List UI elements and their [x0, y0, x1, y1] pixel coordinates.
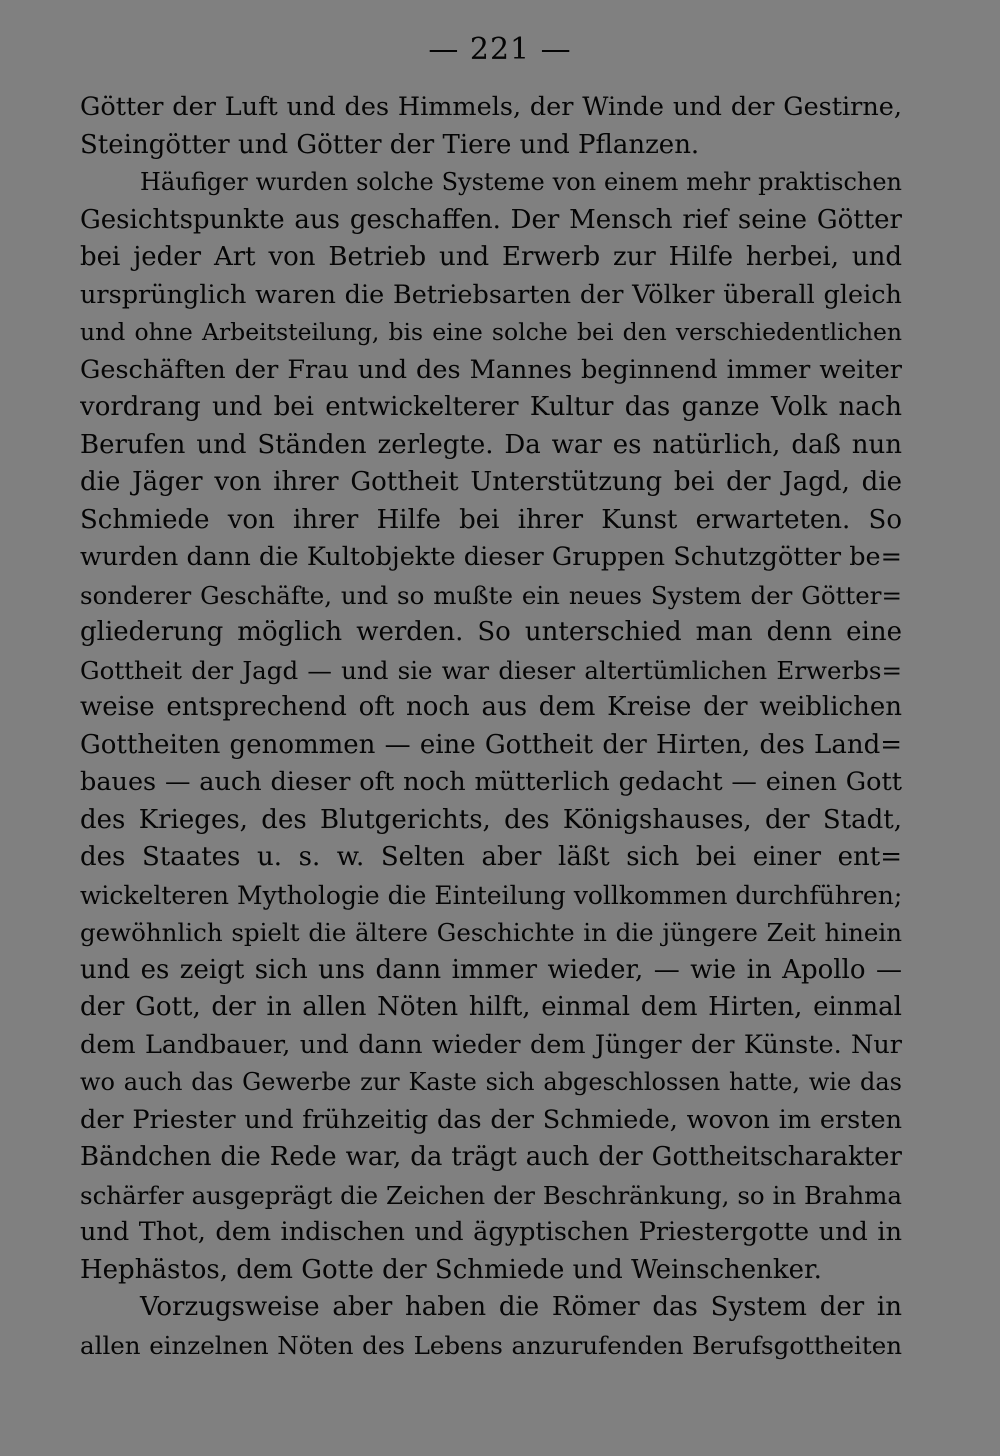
text-line: ursprünglich waren die Betriebsarten der Völker überall gleich	[80, 279, 902, 310]
text-line: sonderer Geschäfte, und so mußte ein neues System der Götter=	[80, 580, 902, 610]
text-line: vordrang und bei entwickelterer Kultur das ganze Volk nach	[80, 392, 902, 422]
text-line: Gesichtspunkte aus geschaffen. Der Mensch rief seine Götter	[80, 204, 902, 235]
text-line: Häufiger wurden solche Systeme von einem mehr praktischen	[140, 168, 902, 196]
text-line: des Staates u. s. w. Selten aber läßt sich bei einer ent=	[80, 842, 902, 872]
text-line: weise entsprechend oft noch aus dem Kreise der weiblichen	[80, 692, 902, 722]
text-line: des Krieges, des Blutgerichts, des Königshauses, der Stadt,	[80, 804, 902, 835]
text-line: Schmiede von ihrer Hilfe bei ihrer Kunst erwarteten. So	[80, 504, 902, 535]
text-line: Götter der Luft und des Himmels, der Winde und der Gestirne,	[80, 92, 902, 122]
text-line: Steingötter und Götter der Tiere und Pflanzen.	[80, 129, 700, 160]
text-line: Geschäften der Frau und des Mannes beginnend immer weiter	[80, 354, 902, 385]
text-line: der Gott, der in allen Nöten hilft, einmal dem Hirten, einmal	[80, 992, 902, 1022]
text-line: Hephästos, dem Gotte der Schmiede und Weinschenker.	[80, 1254, 822, 1285]
text-line: Gottheiten genommen — eine Gottheit der Hirten, des Land=	[80, 729, 902, 760]
text-line: Gottheit der Jagd — und sie war dieser altertümlichen Erwerbs=	[80, 655, 902, 685]
text-line: wickelteren Mythologie die Einteilung vollkommen durchführen;	[80, 880, 902, 910]
text-line: schärfer ausgeprägt die Zeichen der Beschränkung, so in Brahma	[80, 1180, 902, 1210]
page-number: — 221 —	[428, 32, 572, 67]
text-line: gewöhnlich spielt die ältere Geschichte in die jüngere Zeit hinein	[80, 918, 902, 947]
text-line: und es zeigt sich uns dann immer wieder, — wie in Apollo —	[80, 954, 902, 985]
text-line: und ohne Arbeitsteilung, bis eine solche bei den verschiedentlichen	[80, 318, 902, 346]
text-line: wo auch das Gewerbe zur Kaste sich abgeschlossen hatte, wie das	[80, 1068, 902, 1096]
text-line: allen einzelnen Nöten des Lebens anzurufenden Berufsgottheiten	[80, 1330, 902, 1360]
text-line: die Jäger von ihrer Gottheit Unterstützung bei der Jagd, die	[80, 467, 902, 497]
text-line: und Thot, dem indischen und ägyptischen Priestergotte und in	[80, 1217, 902, 1247]
text-line: gliederung möglich werden. So unterschied man denn eine	[80, 617, 902, 647]
text-line: bei jeder Art von Betrieb und Erwerb zur Hilfe herbei, und	[80, 242, 902, 272]
text-line: Berufen und Ständen zerlegte. Da war es natürlich, daß nun	[80, 429, 902, 460]
text-line: baues — auch dieser oft noch mütterlich gedacht — einen Gott	[80, 767, 902, 797]
text-line: Vorzugsweise aber haben die Römer das System der in	[140, 1292, 902, 1322]
body-text	[80, 89, 902, 1364]
text-line: Bändchen die Rede war, da trägt auch der Gottheitscharakter	[80, 1142, 902, 1172]
text-line: dem Landbauer, und dann wieder dem Jünger der Künste. Nur	[80, 1029, 902, 1060]
text-line: der Priester und frühzeitig das der Schmiede, wovon im ersten	[80, 1104, 902, 1135]
text-line: wurden dann die Kultobjekte dieser Gruppen Schutzgötter be=	[80, 542, 902, 572]
